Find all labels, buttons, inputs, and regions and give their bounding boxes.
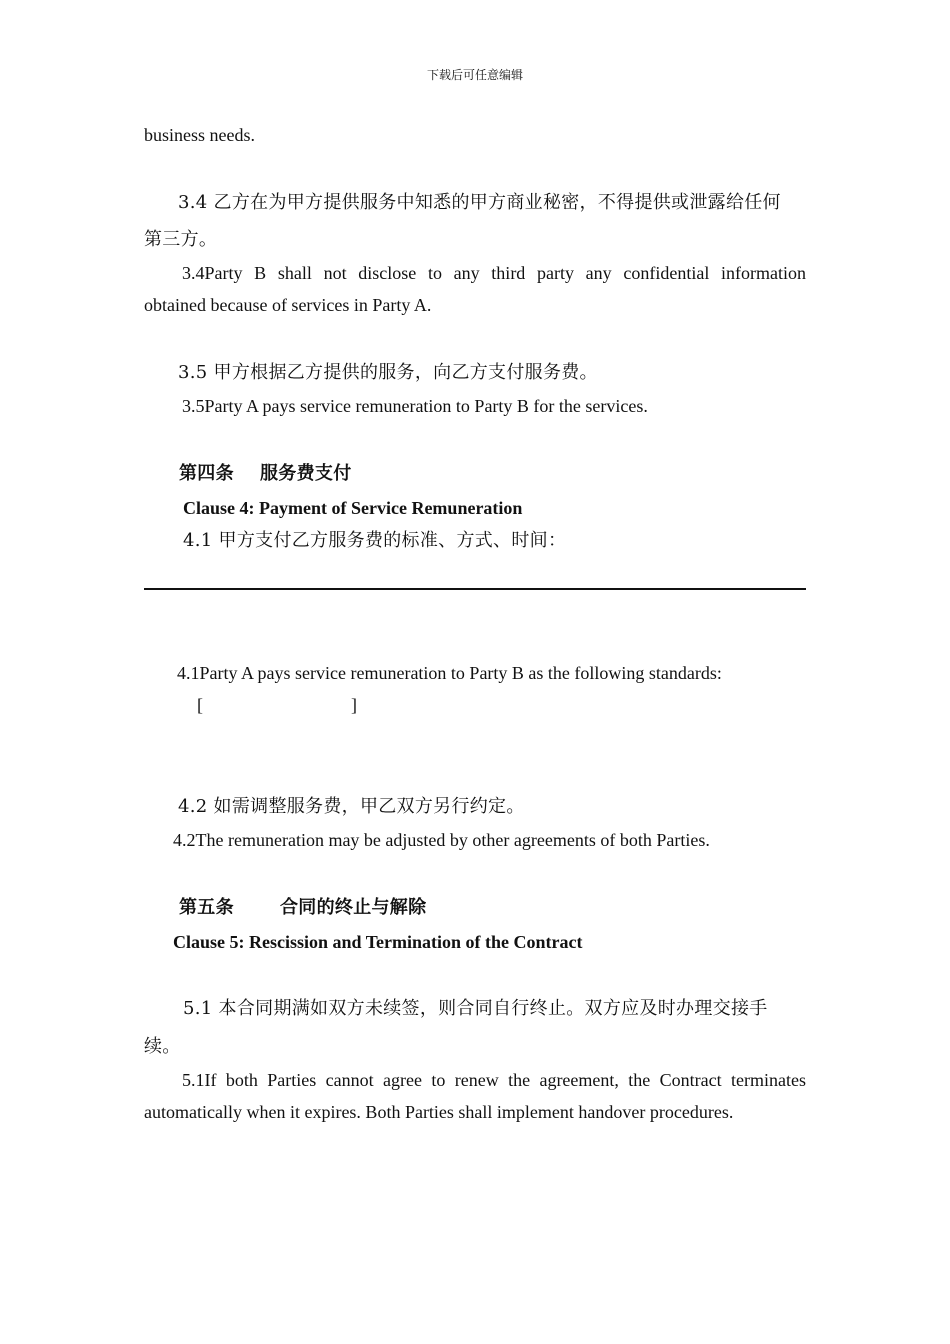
clause-4-2-zh: 4.2 如需调整服务费，甲乙双方另行约定。 bbox=[178, 796, 525, 817]
clause-4-heading-zh-title: 服务费支付 bbox=[260, 463, 352, 484]
bracket-close: ] bbox=[351, 695, 357, 715]
clause-5-1-en: 5.1If both Parties cannot agree to renew the agreement, the Contract terminates bbox=[182, 1070, 806, 1090]
clause-4-2-en: 4.2The remuneration may be adjusted by other agreements of both Parties. bbox=[173, 830, 710, 850]
fill-in-line bbox=[144, 588, 806, 590]
clause-5-heading-en: Clause 5: Rescission and Termination of the Contract bbox=[173, 932, 583, 952]
clause-5-heading-zh-title: 合同的终止与解除 bbox=[280, 897, 427, 918]
clause-4-heading-en: Clause 4: Payment of Service Remuneration bbox=[183, 498, 523, 518]
clause-5-1-en-cont: automatically when it expires. Both Parties shall implement handover procedures. bbox=[144, 1102, 734, 1122]
clause-3-5-zh: 3.5 甲方根据乙方提供的服务，向乙方支付服务费。 bbox=[178, 362, 598, 383]
clause-4-1-zh: 4.1 甲方支付乙方服务费的标准、方式、时间： bbox=[183, 530, 567, 551]
bracket-open: [ bbox=[197, 695, 203, 715]
clause-5-1-zh: 5.1 本合同期满如双方未续签，则合同自行终止。双方应及时办理交接手 bbox=[183, 998, 768, 1019]
clause-3-5-en: 3.5Party A pays service remuneration to Party B for the services. bbox=[182, 396, 648, 416]
body-text-line: business needs. bbox=[144, 125, 255, 145]
clause-3-4-en: 3.4Party B shall not disclose to any third party any confidential information bbox=[182, 263, 806, 283]
clause-4-1-en: 4.1Party A pays service remuneration to Party B as the following standards: bbox=[177, 663, 722, 683]
clause-5-heading-zh-number: 第五条 bbox=[179, 897, 234, 918]
clause-4-heading-zh-number: 第四条 bbox=[179, 463, 234, 484]
clause-3-4-en-cont: obtained because of services in Party A. bbox=[144, 295, 432, 315]
clause-3-4-zh: 3.4 乙方在为甲方提供服务中知悉的甲方商业秘密，不得提供或泄露给任何 bbox=[178, 192, 781, 213]
page-header: 下载后可任意编辑 bbox=[426, 68, 523, 82]
clause-5-1-zh-cont: 续。 bbox=[144, 1036, 181, 1057]
clause-3-4-zh-cont: 第三方。 bbox=[144, 229, 218, 250]
